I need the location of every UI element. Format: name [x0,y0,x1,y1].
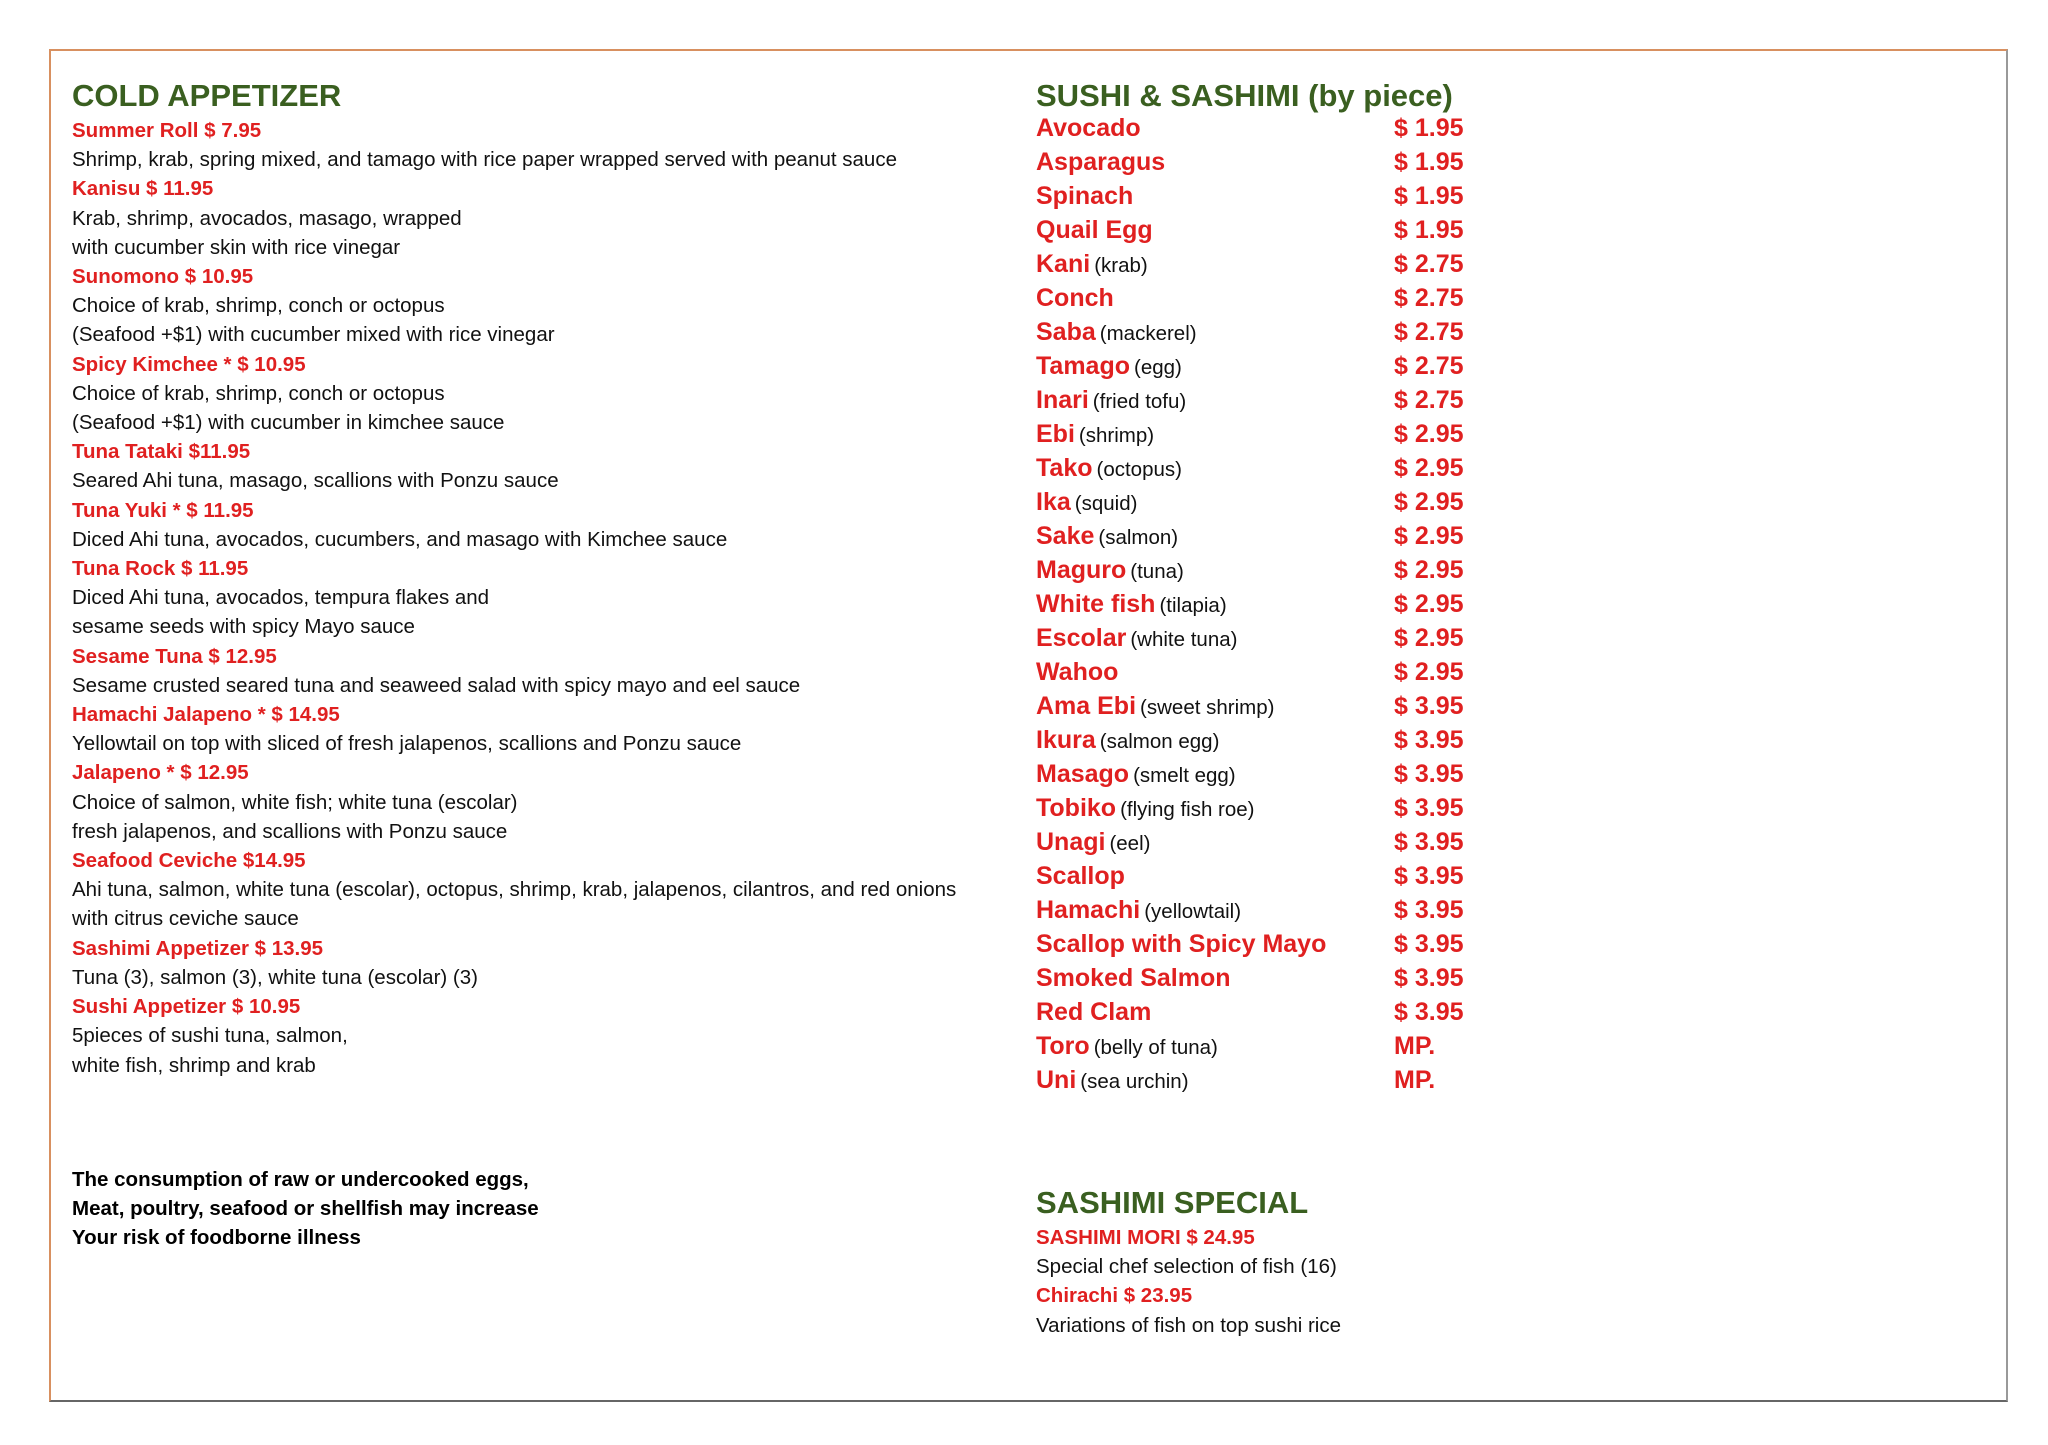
sushi-item-name: Avocado [1036,114,1141,142]
sushi-item-row [1036,556,1736,590]
sushi-item-name-cell [1036,556,1394,585]
sushi-item-note: (salmon egg) [1099,730,1220,753]
sushi-item-price: $ 3.95 [1394,760,1464,788]
sushi-item-row [1036,420,1736,454]
menu-item [72,642,1032,700]
sushi-item-name: White fish [1036,590,1156,618]
sushi-item-name-cell [1036,930,1394,959]
sushi-item-price: $ 1.95 [1394,216,1464,244]
sushi-item-price: $ 3.95 [1394,862,1464,890]
sushi-item-row [1036,624,1736,658]
sushi-item-price: MP. [1394,1066,1436,1094]
sushi-item-price: $ 2.75 [1394,318,1464,346]
sushi-item-name: Masago [1036,760,1130,788]
sushi-item-price: MP. [1394,1032,1436,1060]
menu-item-title: Spicy Kimchee * $ 10.95 [72,352,306,376]
special-item [1036,1281,1736,1339]
sushi-item-price: $ 3.95 [1394,794,1464,822]
sushi-item-name-cell [1036,522,1394,551]
sushi-item-name-cell [1036,182,1394,211]
sushi-item-note: (flying fish roe) [1120,798,1255,821]
sushi-item-note: (fried tofu) [1092,390,1187,413]
sushi-item-row [1036,930,1736,964]
menu-item-title: Tuna Tataki $11.95 [72,440,251,464]
menu-item-description: Tuna (3), salmon (3), white tuna (escolar) (3) [72,965,478,989]
sushi-item-price: $ 2.75 [1394,250,1464,278]
menu-item-description: Sesame crusted seared tuna and seaweed salad with spicy mayo and eel sauce [72,673,801,697]
special-item-description: Variations of fish on top sushi rice [1036,1313,1341,1337]
sushi-item-row [1036,454,1736,488]
sushi-item-note: (octopus) [1096,458,1182,481]
sushi-item-price: $ 2.75 [1394,284,1464,312]
menu-item-title: Tuna Yuki * $ 11.95 [72,498,254,522]
sushi-item-row [1036,352,1736,386]
sushi-item-name: Escolar [1036,624,1127,652]
sushi-item-price: $ 3.95 [1394,726,1464,754]
sushi-item-name: Tako [1036,454,1093,482]
menu-item-description: Shrimp, krab, spring mixed, and tamago with rice paper wrapped served with peanut sauce [72,148,897,172]
sushi-item-name-cell [1036,998,1394,1027]
sushi-item-row [1036,590,1736,624]
sushi-item-price: $ 3.95 [1394,930,1464,958]
sushi-item-price: $ 3.95 [1394,896,1464,924]
menu-item-title: Kanisu $ 11.95 [72,177,214,201]
sushi-item-price: $ 3.95 [1394,964,1464,992]
sushi-item-price: $ 3.95 [1394,828,1464,856]
sushi-item-row [1036,794,1736,828]
sushi-item-row [1036,488,1736,522]
menu-item-description: 5pieces of sushi tuna, salmon, white fish, shrimp and krab [72,1024,348,1077]
sushi-item-note: (tuna) [1130,560,1184,583]
sushi-item-price: $ 2.95 [1394,488,1464,516]
menu-item-description: Diced Ahi tuna, avocados, tempura flakes and sesame seeds with spicy Mayo sauce [72,586,490,639]
sushi-item-note: (sea urchin) [1080,1070,1189,1093]
sushi-item-name-cell [1036,658,1394,687]
menu-item [72,992,1032,1080]
sushi-item-name: Conch [1036,284,1114,312]
sushi-item-name: Ikura [1036,726,1096,754]
sushi-item-row [1036,148,1736,182]
sushi-item-price: $ 2.95 [1394,420,1464,448]
sushi-item-note: (smelt egg) [1133,764,1236,787]
sushi-item-name: Asparagus [1036,148,1166,176]
sushi-item-name-cell [1036,114,1394,143]
sushi-item-name: Smoked Salmon [1036,964,1231,992]
special-item-title: Chirachi $ 23.95 [1036,1284,1193,1308]
sushi-item-name: Inari [1036,386,1089,414]
sushi-item-name-cell [1036,216,1394,245]
menu-item-description: Choice of krab, shrimp, conch or octopus (Seafood +$1) with cucumber mixed with rice vinegar [72,294,555,347]
sushi-item-name: Unagi [1036,828,1106,856]
sushi-item-row [1036,114,1736,148]
sushi-item-name-cell [1036,794,1394,823]
menu-item [72,496,1032,554]
sushi-item-note: (yellowtail) [1144,900,1242,923]
sushi-item-name-cell [1036,250,1394,279]
sushi-item-name: Hamachi [1036,896,1141,924]
sushi-item-name: Spinach [1036,182,1134,210]
sushi-item-row [1036,828,1736,862]
sushi-item-name-cell [1036,148,1394,177]
sushi-item-name-cell [1036,760,1394,789]
sushi-item-note: (tilapia) [1159,594,1227,617]
sushi-item-price: $ 2.95 [1394,522,1464,550]
sushi-item-note: (shrimp) [1078,424,1155,447]
sushi-item-row [1036,862,1736,896]
menu-item-title: Sashimi Appetizer $ 13.95 [72,936,324,960]
sushi-item-note: (sweet shrimp) [1140,696,1275,719]
sushi-item-name: Red Clam [1036,998,1152,1026]
menu-item [72,700,1032,758]
menu-item-description: Diced Ahi tuna, avocados, cucumbers, and masago with Kimchee sauce [72,527,728,551]
sushi-item-row [1036,760,1736,794]
sushi-item-name: Toro [1036,1032,1090,1060]
special-item-title: SASHIMI MORI $ 24.95 [1036,1226,1255,1249]
sushi-item-row [1036,250,1736,284]
menu-item [72,116,1032,174]
sushi-item-note: (krab) [1094,254,1148,277]
menu-item-title: Sesame Tuna $ 12.95 [72,644,277,668]
sushi-item-note: (belly of tuna) [1093,1036,1218,1059]
cold-appetizer-list [72,116,1032,1080]
special-item [1036,1223,1736,1281]
sushi-item-name: Ika [1036,488,1071,516]
sushi-item-name: Scallop [1036,862,1125,890]
sushi-item-name-cell [1036,1032,1394,1061]
sushi-item-name: Tamago [1036,352,1130,380]
sushi-item-name: Ama Ebi [1036,692,1137,720]
cold-appetizer-heading: COLD APPETIZER [72,78,342,113]
cold-appetizer-section [72,76,1032,1080]
sushi-item-name: Kani [1036,250,1091,278]
sushi-item-row [1036,1066,1736,1100]
menu-item-title: Sushi Appetizer $ 10.95 [72,995,301,1019]
sushi-item-row [1036,318,1736,352]
sushi-item-name-cell [1036,726,1394,755]
menu-item-description: Choice of salmon, white fish; white tuna (escolar) fresh jalapenos, and scallions with Ponzu sauce [72,790,518,843]
sushi-item-name-cell [1036,1066,1394,1095]
sushi-item-name-cell [1036,624,1394,653]
sushi-item-name-cell [1036,692,1394,721]
sushi-item-name: Saba [1036,318,1096,346]
sushi-item-row [1036,216,1736,250]
sushi-item-row [1036,658,1736,692]
sushi-item-name-cell [1036,352,1394,381]
sushi-item-row [1036,386,1736,420]
sushi-item-name-cell [1036,964,1394,993]
sushi-item-name-cell [1036,828,1394,857]
menu-item-description: Choice of krab, shrimp, conch or octopus (Seafood +$1) with cucumber in kimchee sauce [72,381,505,435]
sashimi-special-heading: SASHIMI SPECIAL [1036,1185,1309,1220]
menu-item-title: Summer Roll $ 7.95 [72,119,262,142]
menu-item-description: Yellowtail on top with sliced of fresh jalapenos, scallions and Ponzu sauce [72,732,742,756]
sushi-item-name: Quail Egg [1036,216,1153,244]
sushi-item-name: Ebi [1036,420,1075,448]
sushi-item-name: Sake [1036,522,1095,550]
sushi-item-price: $ 3.95 [1394,692,1464,720]
menu-item [72,846,1032,934]
sushi-item-price: $ 2.95 [1394,454,1464,482]
sushi-item-row [1036,692,1736,726]
sushi-item-name: Tobiko [1036,794,1117,822]
sashimi-special-section [1036,1183,1736,1340]
sushi-item-price: $ 2.95 [1394,556,1464,584]
sushi-item-price: $ 1.95 [1394,148,1464,176]
menu-item-description: Ahi tuna, salmon, white tuna (escolar), octopus, shrimp, krab, jalapenos, cilantros, and red onions with citrus ceviche sauce [72,878,957,931]
sushi-item-row [1036,964,1736,998]
sushi-item-price: $ 2.75 [1394,352,1464,380]
menu-item [72,934,1032,992]
sushi-item-name: Wahoo [1036,658,1119,686]
sushi-item-row [1036,1032,1736,1066]
sushi-item-note: (eel) [1109,832,1151,855]
sushi-item-name: Uni [1036,1066,1077,1094]
sushi-item-row [1036,896,1736,930]
sashimi-special-list [1036,1223,1736,1340]
menu-item-description: Krab, shrimp, avocados, masago, wrapped with cucumber skin with rice vinegar [72,206,462,259]
sushi-item-price: $ 2.95 [1394,624,1464,652]
sushi-item-name-cell [1036,284,1394,313]
sushi-item-note: (white tuna) [1130,628,1238,651]
menu-item-title: Jalapeno * $ 12.95 [72,761,249,785]
sushi-sashimi-heading: SUSHI & SASHIMI (by piece) [1036,78,1453,113]
sushi-item-name-cell [1036,386,1394,415]
sushi-item-price: $ 2.95 [1394,658,1464,686]
sushi-item-price: $ 1.95 [1394,114,1464,142]
sushi-item-name-cell [1036,488,1394,517]
sushi-item-row [1036,284,1736,318]
sushi-item-name-cell [1036,318,1394,347]
sushi-item-name: Scallop with Spicy Mayo [1036,930,1327,958]
menu-item-title: Seafood Ceviche $14.95 [72,849,306,873]
sushi-sashimi-list [1036,114,1736,1100]
menu-item-title: Tuna Rock $ 11.95 [72,557,249,581]
raw-food-warning: The consumption of raw or undercooked eggs, Meat, poultry, seafood or shellfish may increase Your risk of foodborne illness [72,1168,539,1250]
menu-item-description: Seared Ahi tuna, masago, scallions with Ponzu sauce [72,469,559,493]
sushi-item-note: (salmon) [1098,526,1179,549]
menu-item [72,437,1032,495]
menu-item-title: Sunomono $ 10.95 [72,265,254,289]
sushi-item-price: $ 2.95 [1394,590,1464,618]
special-item-description: Special chef selection of fish (16) [1036,1255,1337,1279]
menu-item [72,554,1032,642]
sushi-item-note: (mackerel) [1099,322,1197,345]
menu-item [72,174,1032,262]
sushi-item-note: (egg) [1134,356,1182,379]
menu-item-title: Hamachi Jalapeno * $ 14.95 [72,703,340,727]
sushi-item-row [1036,522,1736,556]
sushi-item-price: $ 1.95 [1394,182,1464,210]
sushi-item-name: Maguro [1036,556,1127,584]
sushi-item-name-cell [1036,896,1394,925]
menu-item [72,350,1032,438]
sushi-item-name-cell [1036,862,1394,891]
menu-item [72,758,1032,846]
sushi-item-name-cell [1036,454,1394,483]
sushi-item-row [1036,726,1736,760]
sushi-item-row [1036,998,1736,1032]
sushi-item-price: $ 3.95 [1394,998,1464,1026]
sushi-item-name-cell [1036,420,1394,449]
sushi-item-row [1036,182,1736,216]
sushi-sashimi-section [1036,76,1736,1100]
sushi-item-name-cell [1036,590,1394,619]
menu-item [72,262,1032,350]
sushi-item-note: (squid) [1074,492,1138,515]
sushi-item-price: $ 2.75 [1394,386,1464,414]
